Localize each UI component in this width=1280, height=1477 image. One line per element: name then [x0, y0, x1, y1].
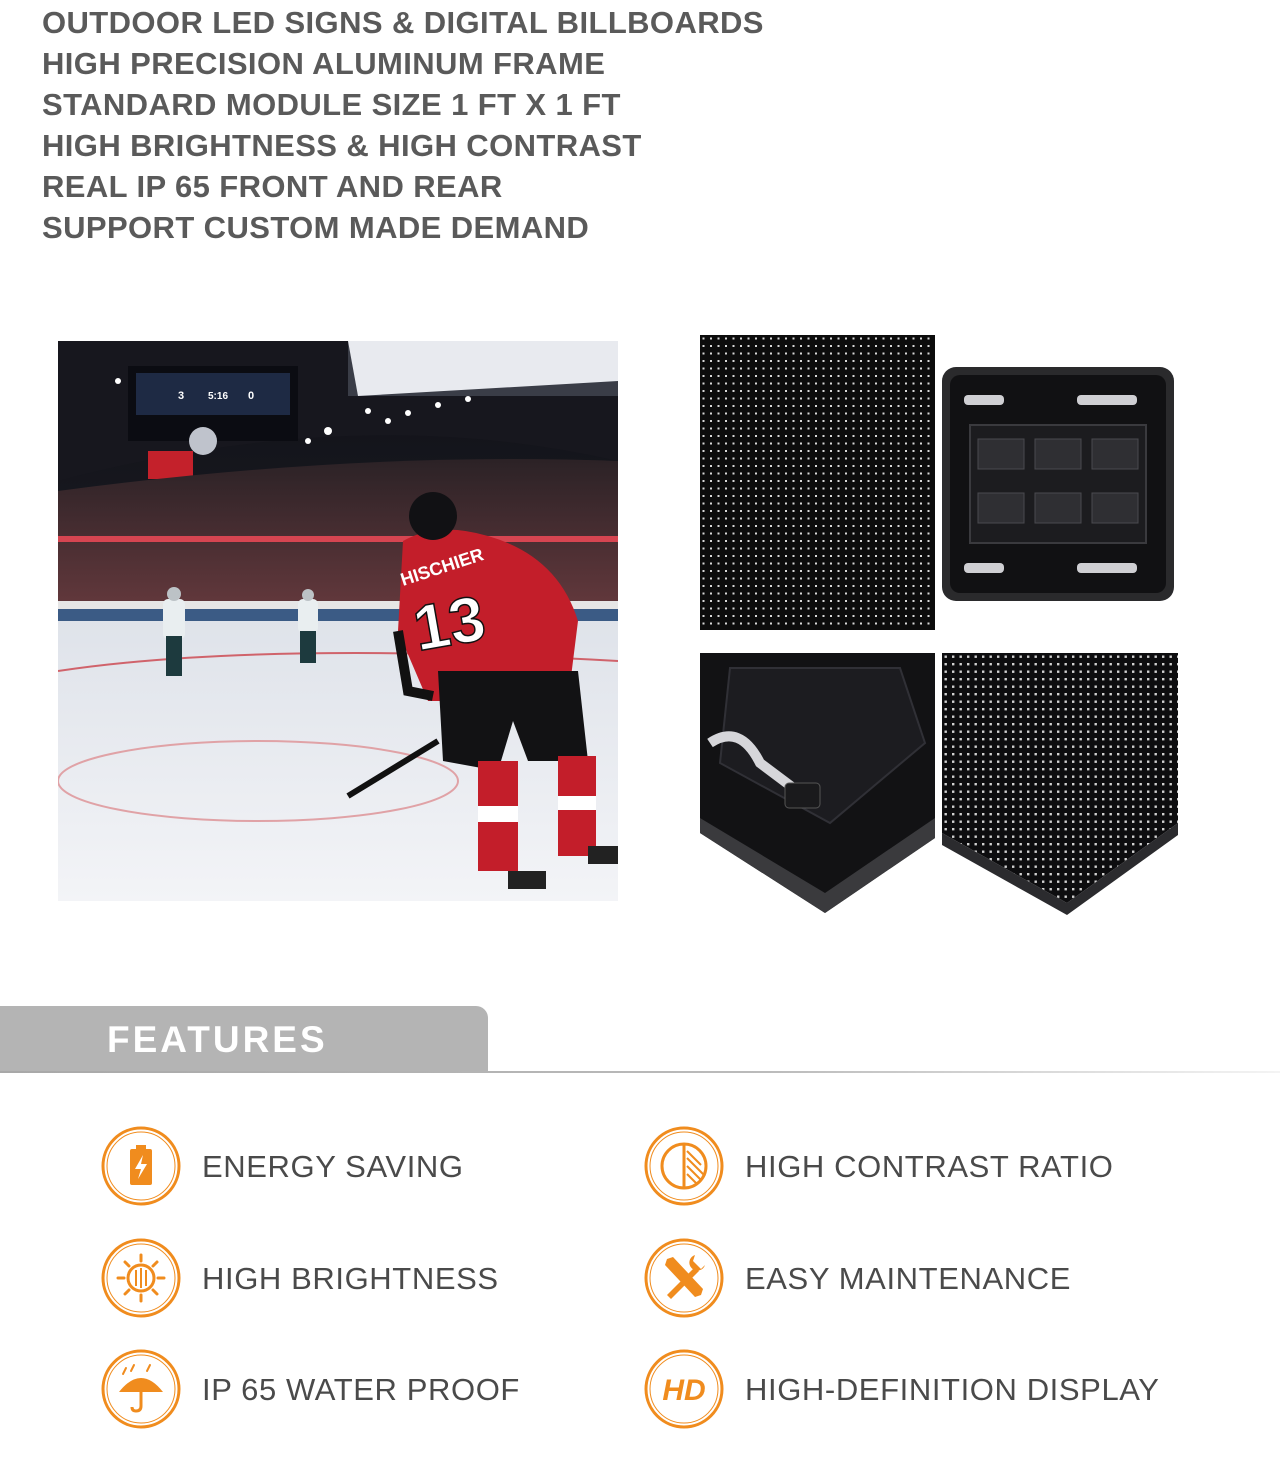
umbrella-icon — [100, 1348, 182, 1430]
feature-label: EASY MAINTENANCE — [745, 1261, 1071, 1296]
led-module-rear-angle — [700, 653, 935, 913]
feature-high-definition-display — [643, 1348, 1203, 1432]
scoreboard-clock: 5:16 — [208, 391, 229, 402]
feature-label: ENERGY SAVING — [202, 1149, 464, 1184]
spec-line: STANDARD MODULE SIZE 1 FT X 1 FT — [42, 87, 621, 122]
spec-line: OUTDOOR LED SIGNS & DIGITAL BILLBOARDS — [42, 5, 764, 40]
feature-label: HIGH CONTRAST RATIO — [745, 1149, 1114, 1184]
led-module-front-angle — [942, 653, 1178, 915]
features-header-bar — [0, 1006, 488, 1072]
spec-line: HIGH PRECISION ALUMINUM FRAME — [42, 46, 606, 81]
tools-icon — [643, 1237, 725, 1319]
features-divider — [0, 1071, 1280, 1073]
spec-list — [42, 2, 764, 248]
feature-label: HIGH BRIGHTNESS — [202, 1261, 499, 1296]
spec-line: REAL IP 65 FRONT AND REAR — [42, 169, 503, 204]
feature-high-brightness — [100, 1237, 560, 1321]
feature-label: HIGH-DEFINITION DISPLAY — [745, 1372, 1160, 1407]
contrast-icon — [643, 1125, 725, 1207]
features-title: FEATURES — [107, 1019, 328, 1060]
feature-energy-saving — [100, 1125, 560, 1209]
scoreboard-home: 3 — [178, 390, 185, 402]
sun-icon — [100, 1237, 182, 1319]
feature-high-contrast-ratio — [643, 1125, 1203, 1209]
feature-water-proof — [100, 1348, 560, 1432]
battery-icon — [100, 1125, 182, 1207]
hd-icon — [643, 1348, 725, 1430]
hockey-arena-photo — [58, 341, 618, 901]
hd-icon-text: HD — [662, 1374, 706, 1407]
spec-line: SUPPORT CUSTOM MADE DEMAND — [42, 210, 590, 245]
scoreboard-away: 0 — [248, 390, 255, 402]
jersey-number: 13 — [407, 581, 491, 665]
led-module-front — [700, 335, 935, 630]
jersey-name: HISCHIER — [398, 544, 487, 590]
feature-label: IP 65 WATER PROOF — [202, 1372, 520, 1407]
led-module-rear — [942, 367, 1174, 601]
spec-line: HIGH BRIGHTNESS & HIGH CONTRAST — [42, 128, 642, 163]
feature-easy-maintenance — [643, 1237, 1203, 1321]
